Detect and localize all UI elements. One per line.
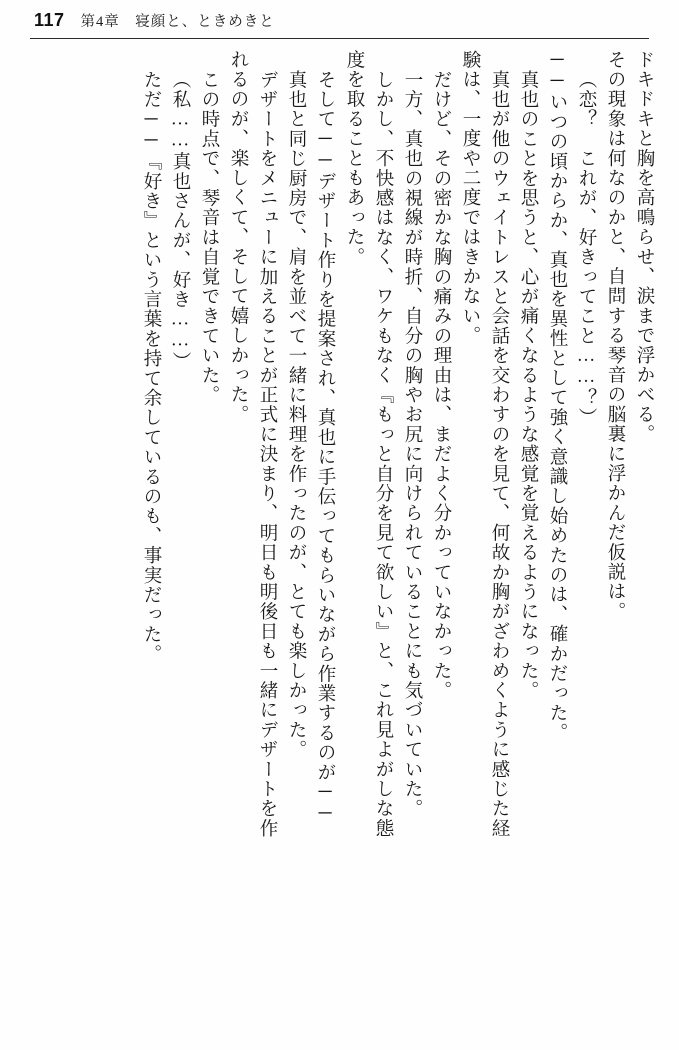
text-line: 度を取ることもあった。 [344, 50, 364, 267]
page-number: 117 [34, 9, 65, 30]
text-line: （恋？ これが、好きってこと……？） [576, 70, 596, 428]
running-header [0, 0, 679, 40]
text-line: （私……真也さんが、好き……） [170, 70, 190, 372]
text-line: 真也のことを思うと、心が痛くなるような感覚を覚えるようになった。 [518, 70, 538, 701]
header-divider [30, 38, 649, 39]
text-line: 験は、一度や二度ではきかない。 [460, 50, 480, 346]
text-line: その現象は何なのかと、自問する琴音の脳裏に浮かんだ仮説は。 [605, 50, 625, 622]
text-line: だけど、その密かな胸の痛みの理由は、まだよく分かっていなかった。 [431, 70, 451, 701]
text-line: 真也が他のウェイトレスと会話を交わすのを見て、何故か胸がざわめくように感じた経 [489, 70, 509, 839]
vertical-text-body [28, 48, 653, 1034]
text-line: ──いつの頃からか、真也を異性として強く意識し始めたのは、確かだった。 [547, 50, 567, 743]
text-line: しかし、不快感はなく、ワケもなく『もっと自分を見て欲しい』と、これ見よがしな態 [373, 70, 393, 839]
text-line: れるのが、楽しくて、そして嬉しかった。 [228, 50, 248, 425]
text-line: そして──デザート作りを提案され、真也に手伝ってもらいながら作業するのが── [315, 70, 335, 825]
text-line: 真也と同じ厨房で、肩を並べて一緒に料理を作ったのが、とても楽しかった。 [286, 70, 306, 760]
chapter-title: 第4章 寝顔と、ときめきと [80, 13, 275, 30]
text-line: ただ──『好き』という言葉を持て余しているのも、事実だった。 [141, 70, 161, 664]
text-line: この時点で、琴音は自覚できていた。 [199, 70, 219, 405]
text-line: ドキドキと胸を高鳴らせ、涙まで浮かべる。 [634, 50, 654, 444]
text-line: デザートをメニューに加えることが正式に決まり、明日も明後日も一緒にデザートを作 [257, 70, 277, 839]
text-line: 一方、真也の視線が時折、自分の胸やお尻に向けられていることにも気づいていた。 [402, 70, 422, 819]
